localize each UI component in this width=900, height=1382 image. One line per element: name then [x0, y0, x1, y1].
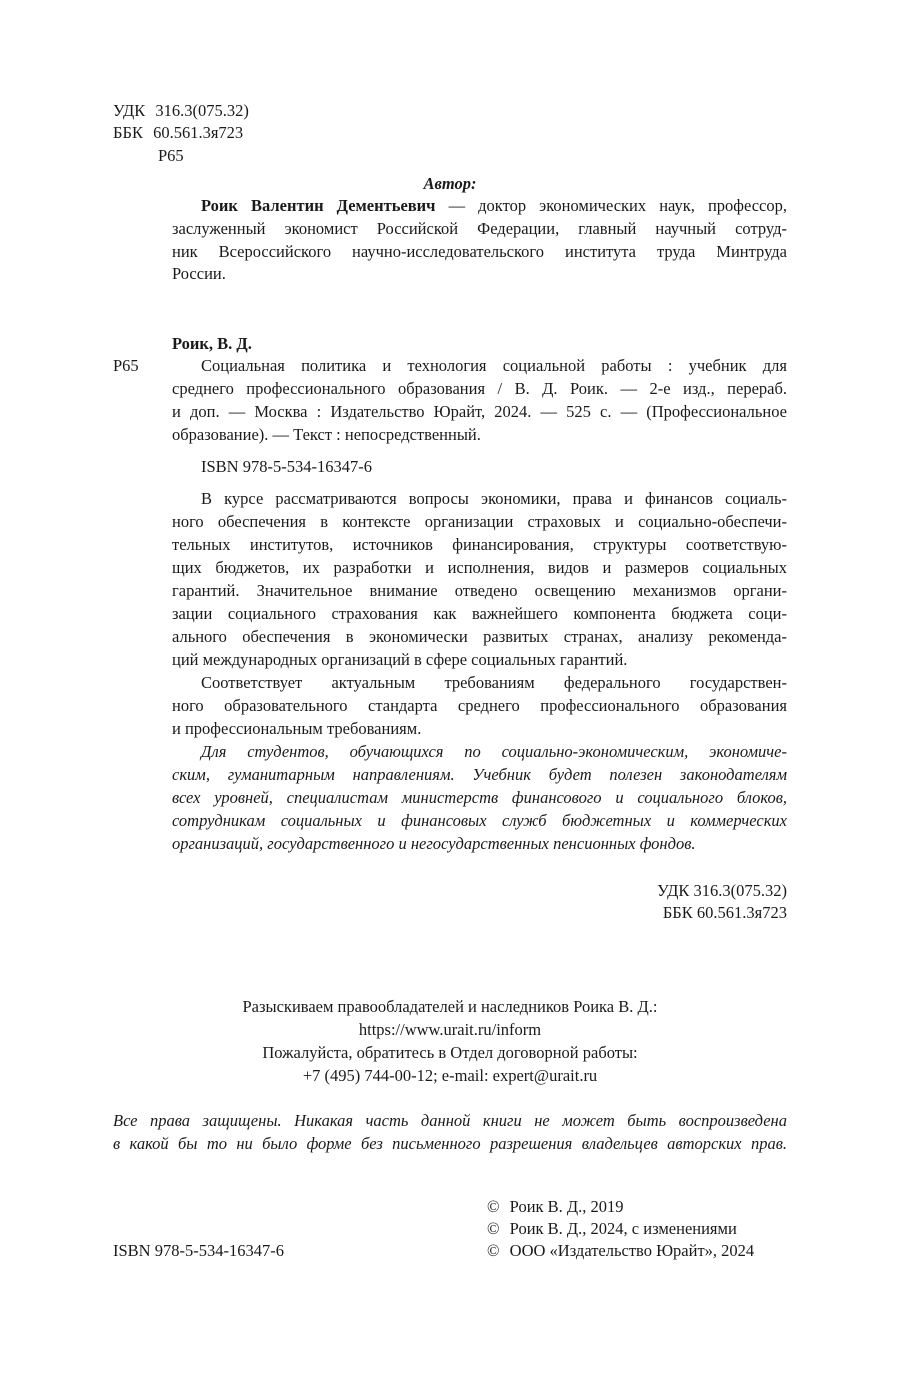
copyright-text: Роик В. Д., 2024, с изменениями	[509, 1219, 737, 1238]
rights-line-1: Все права защищены. Никакая часть данной книги не может быть воспроизведена	[113, 1111, 787, 1130]
rights-line-2: в какой бы то ни было форме без письменного разрешения владельцев авторских прав.	[113, 1134, 787, 1153]
bib-heading: Роик, В. Д.	[172, 334, 252, 353]
annotation-p1-line-3: тельных институтов, источников финансирования, структуры соответствую-	[172, 535, 787, 554]
bib-isbn: ISBN 978-5-534-16347-6	[201, 457, 372, 476]
annotation-p3-line-4: сотрудникам социальных и финансовых служб бюджетных и коммерческих	[172, 811, 787, 830]
footer-isbn: ISBN 978-5-534-16347-6	[113, 1241, 284, 1260]
annotation-p1-line-4: щих бюджетов, их разработки и исполнения, видов и размеров социальных	[172, 558, 787, 577]
copyright-1	[487, 1196, 624, 1218]
annotation-p1-line-8: ций международных организаций в сфере социальных гарантий.	[172, 650, 628, 669]
notice-url[interactable]: https://www.urait.ru/inform	[358, 1020, 542, 1039]
author-line-4: России.	[172, 264, 226, 283]
copyright-symbol: ©	[487, 1219, 500, 1238]
annotation-p3-line-5: организаций, государственного и негосударственных пенсионных фондов.	[172, 834, 696, 853]
notice-contacts: +7 (495) 744-00-12; e-mail: expert@urait.ru	[302, 1066, 598, 1085]
copyright-text: Роик В. Д., 2019	[509, 1197, 624, 1216]
udk-line	[113, 100, 249, 122]
annotation-p1-line-5: гарантий. Значительное внимание отведено освещению механизмов органи-	[172, 581, 787, 600]
annotation-p1-line-7: ального обеспечения в экономически развитых странах, анализу рекоменда-	[172, 627, 787, 646]
annotation-p3-line-3: всех уровней, специалистам министерств финансового и социального блоков,	[172, 788, 787, 807]
copyright-text: ООО «Издательство Юрайт», 2024	[509, 1241, 755, 1260]
annotation-p2-line-2: ного образовательного стандарта среднего профессионального образования	[172, 696, 787, 715]
author-line-2: заслуженный экономист Российской Федерации, главный научный сотруд-	[172, 219, 787, 238]
copyright-2	[487, 1218, 737, 1240]
udk-right: УДК 316.3(075.32)	[657, 881, 787, 900]
bbk-label: ББК	[113, 123, 143, 142]
bbk-value: 60.561.3я723	[153, 123, 244, 142]
bib-line-3: и доп. — Москва : Издательство Юрайт, 2024. — 525 с. — (Профессиональное	[172, 402, 787, 421]
author-line-1	[201, 195, 787, 217]
author-heading: Автор:	[423, 174, 477, 193]
author-mark: Р65	[158, 146, 184, 165]
bbk-line	[113, 122, 243, 144]
copyright-3	[487, 1240, 754, 1262]
annotation-p2-line-1: Соответствует актуальным требованиям федерального государствен-	[201, 673, 787, 692]
annotation-p1-line-2: ного обеспечения в контексте организации страховых и социально-обеспечи-	[172, 512, 787, 531]
udk-value: 316.3(075.32)	[155, 101, 249, 120]
annotation-p3-line-2: ским, гуманитарным направлениям. Учебник будет полезен законодателям	[172, 765, 787, 784]
udk-label: УДК	[113, 101, 146, 120]
notice-line-3: Пожалуйста, обратитесь в Отдел договорной работы:	[262, 1043, 638, 1062]
bib-mark: Р65	[113, 356, 139, 375]
annotation-p1-line-6: зации социального страхования как важнейшего компонента бюджета соци-	[172, 604, 787, 623]
bib-line-2: среднего профессионального образования / В. Д. Роик. — 2-е изд., перераб.	[172, 379, 787, 398]
annotation-p2-line-3: и профессиональным требованиям.	[172, 719, 422, 738]
author-line-1-rest: — доктор экономических наук, профессор,	[435, 196, 787, 215]
copyright-symbol: ©	[487, 1241, 500, 1260]
annotation-p1-line-1: В курсе рассматриваются вопросы экономики, права и финансов социаль-	[201, 489, 787, 508]
notice-line-1: Разыскиваем правообладателей и наследников Роика В. Д.:	[242, 997, 658, 1016]
annotation-p3-line-1: Для студентов, обучающихся по социально-экономическим, экономиче-	[201, 742, 787, 761]
bbk-right: ББК 60.561.3я723	[662, 903, 787, 922]
bib-line-4: образование). — Текст : непосредственный.	[172, 425, 481, 444]
copyright-symbol: ©	[487, 1197, 500, 1216]
author-line-3: ник Всероссийского научно-исследовательского института труда Минтруда	[172, 242, 787, 261]
author-name: Роик Валентин Дементьевич	[201, 196, 436, 215]
bib-line-1: Социальная политика и технология социальной работы : учебник для	[201, 356, 787, 375]
